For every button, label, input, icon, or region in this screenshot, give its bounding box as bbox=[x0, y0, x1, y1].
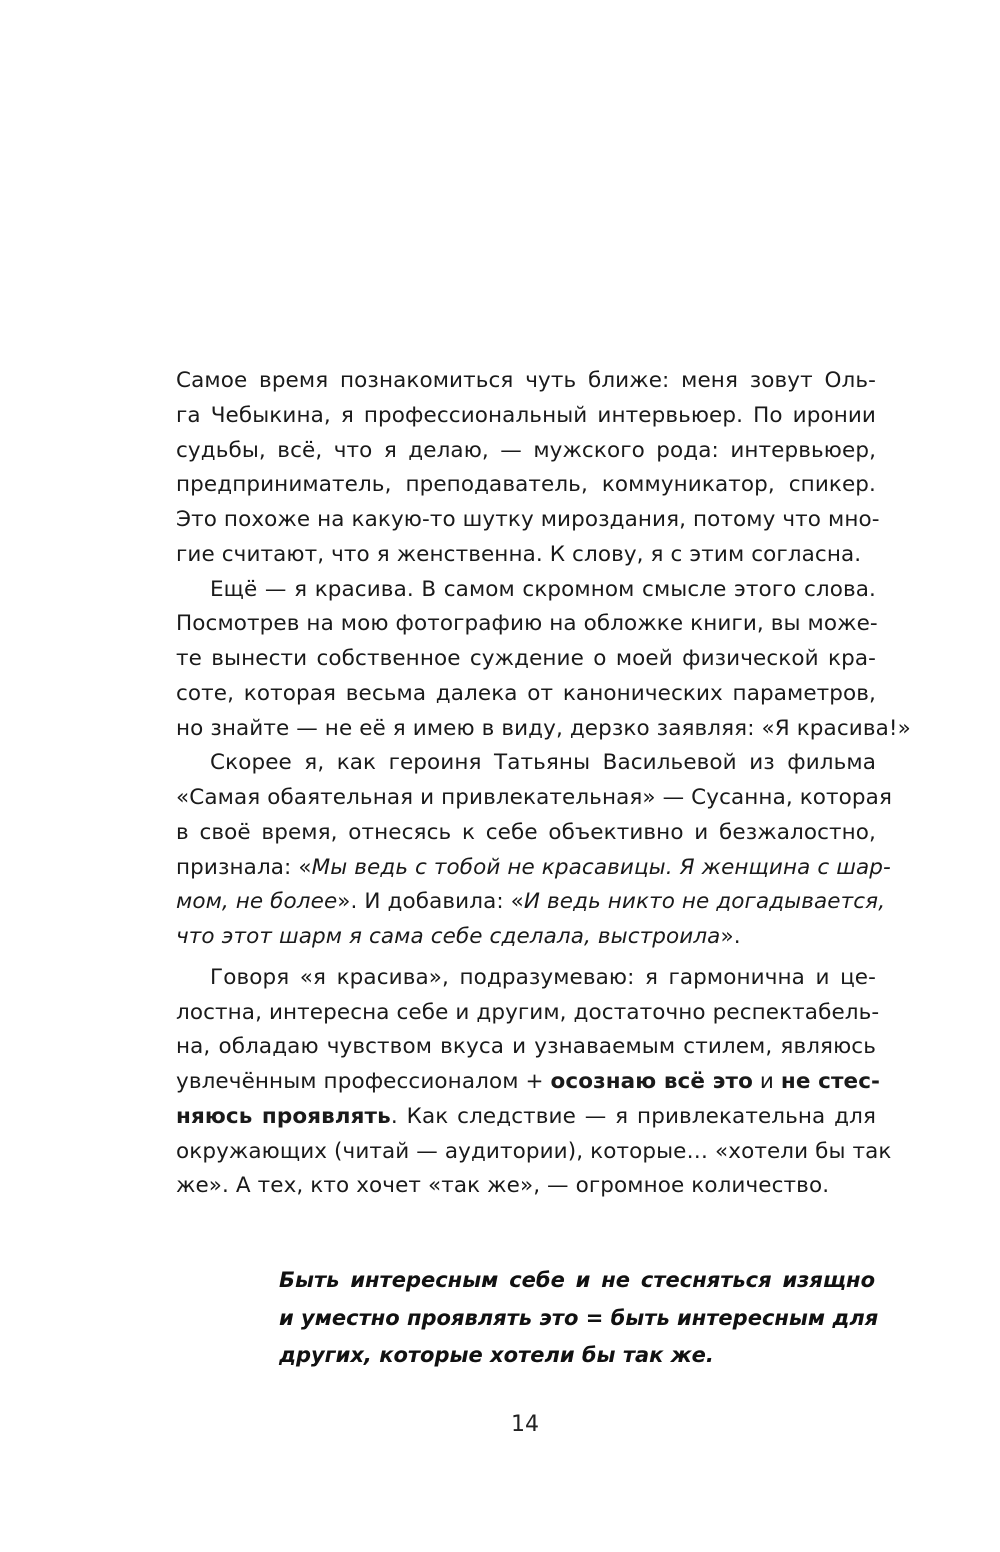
text-run: Говоря «я красива», подразумеваю: я гармонична и це- bbox=[210, 964, 876, 990]
text-run: увлечённым профессионалом + bbox=[176, 1069, 551, 1094]
italic-text: Мы ведь с тобой не красавицы. Я женщина с шар- bbox=[311, 854, 891, 880]
italic-text: что этот шарм я сама себе сделала, выстроила bbox=[176, 924, 721, 949]
text-run: ». bbox=[720, 924, 741, 949]
text-run: соте, которая весьма далека от канонических параметров, bbox=[176, 680, 876, 706]
text-run: предприниматель, преподаватель, коммуникатор, спикер. bbox=[176, 472, 876, 498]
text-line bbox=[176, 468, 876, 503]
text-line bbox=[176, 781, 892, 816]
body-text bbox=[176, 364, 911, 1204]
text-run: Скорее я, как героиня Татьяны Васильевой из фильма bbox=[210, 750, 876, 776]
text-line bbox=[176, 996, 880, 1031]
pull-quote-line: Быть интересным себе и не стесняться изящно bbox=[279, 1268, 875, 1292]
bold-text: осознаю всё это bbox=[550, 1069, 753, 1094]
text-line bbox=[176, 712, 911, 747]
text-run: Самое время познакомиться чуть ближе: меня зовут Оль- bbox=[176, 368, 876, 393]
text-run: на, обладаю чувством вкуса и узнаваемым стилем, являюсь bbox=[176, 1034, 876, 1060]
text-run: признала: « bbox=[176, 854, 312, 880]
text-run: гие считают, что я женственна. К слову, я с этим согласна. bbox=[176, 541, 862, 567]
text-line bbox=[176, 816, 876, 851]
text-run: га Чебыкина, я профессиональный интервьюер. По иронии bbox=[176, 402, 876, 428]
text-run: те вынести собственное суждение о моей физической кра- bbox=[176, 646, 876, 671]
text-line bbox=[176, 434, 876, 469]
text-line bbox=[176, 1135, 892, 1170]
text-line bbox=[176, 1100, 876, 1135]
text-line bbox=[176, 642, 876, 677]
pull-quote-line: и уместно проявлять это = быть интересным для bbox=[279, 1305, 879, 1330]
text-line bbox=[176, 677, 876, 712]
text-run: . Как следствие — я привлекательна для bbox=[390, 1103, 876, 1129]
text-run: Это похоже на какую-то шутку мироздания, потому что мно- bbox=[176, 507, 880, 532]
text-run: судьбы, всё, что я делаю, — мужского рода: интервьюер, bbox=[176, 437, 876, 463]
text-run: окружающих (читай — аудитории), которые… «хотели бы так bbox=[176, 1138, 892, 1164]
text-run: и bbox=[752, 1069, 781, 1094]
text-line bbox=[176, 851, 891, 886]
text-run: же». А тех, кто хочет «так же», — огромное количество. bbox=[176, 1173, 830, 1199]
text-line bbox=[176, 503, 880, 538]
text-line bbox=[176, 1065, 881, 1100]
text-run: лостна, интересна себе и другим, достаточно респектабель- bbox=[176, 999, 880, 1025]
text-run: ». И добавила: « bbox=[337, 889, 524, 915]
text-line bbox=[176, 399, 876, 434]
text-line bbox=[176, 746, 876, 781]
text-run: в своё время, отнесясь к себе объективно и безжалостно, bbox=[176, 819, 876, 845]
pull-quote bbox=[279, 1262, 879, 1375]
text-line bbox=[176, 573, 876, 608]
bold-text: няюсь проявлять bbox=[176, 1103, 391, 1129]
text-run: но знайте — не её я имею в виду, дерзко заявляя: «Я красива!» bbox=[176, 715, 911, 741]
text-run: «Самая обаятельная и привлекательная» — Сусанна, которая bbox=[176, 785, 892, 810]
text-line bbox=[176, 538, 876, 573]
page-number: 14 bbox=[511, 1412, 539, 1437]
text-line bbox=[176, 961, 876, 996]
pull-quote-line: других, которые хотели бы так же. bbox=[279, 1343, 714, 1367]
bold-text: не стес- bbox=[780, 1069, 881, 1094]
text-run: Ещё — я красива. В самом скромном смысле этого слова. bbox=[210, 576, 876, 602]
text-line bbox=[176, 1169, 876, 1204]
text-line bbox=[176, 1030, 876, 1065]
text-line bbox=[176, 607, 876, 642]
italic-text: И ведь никто не догадывается, bbox=[523, 889, 886, 915]
text-line bbox=[176, 885, 886, 920]
text-run: Посмотрев на мою фотографию на обложке книги, вы може- bbox=[176, 611, 878, 637]
text-line bbox=[176, 364, 876, 399]
text-line bbox=[176, 920, 876, 955]
italic-text: мом, не более bbox=[176, 889, 338, 915]
